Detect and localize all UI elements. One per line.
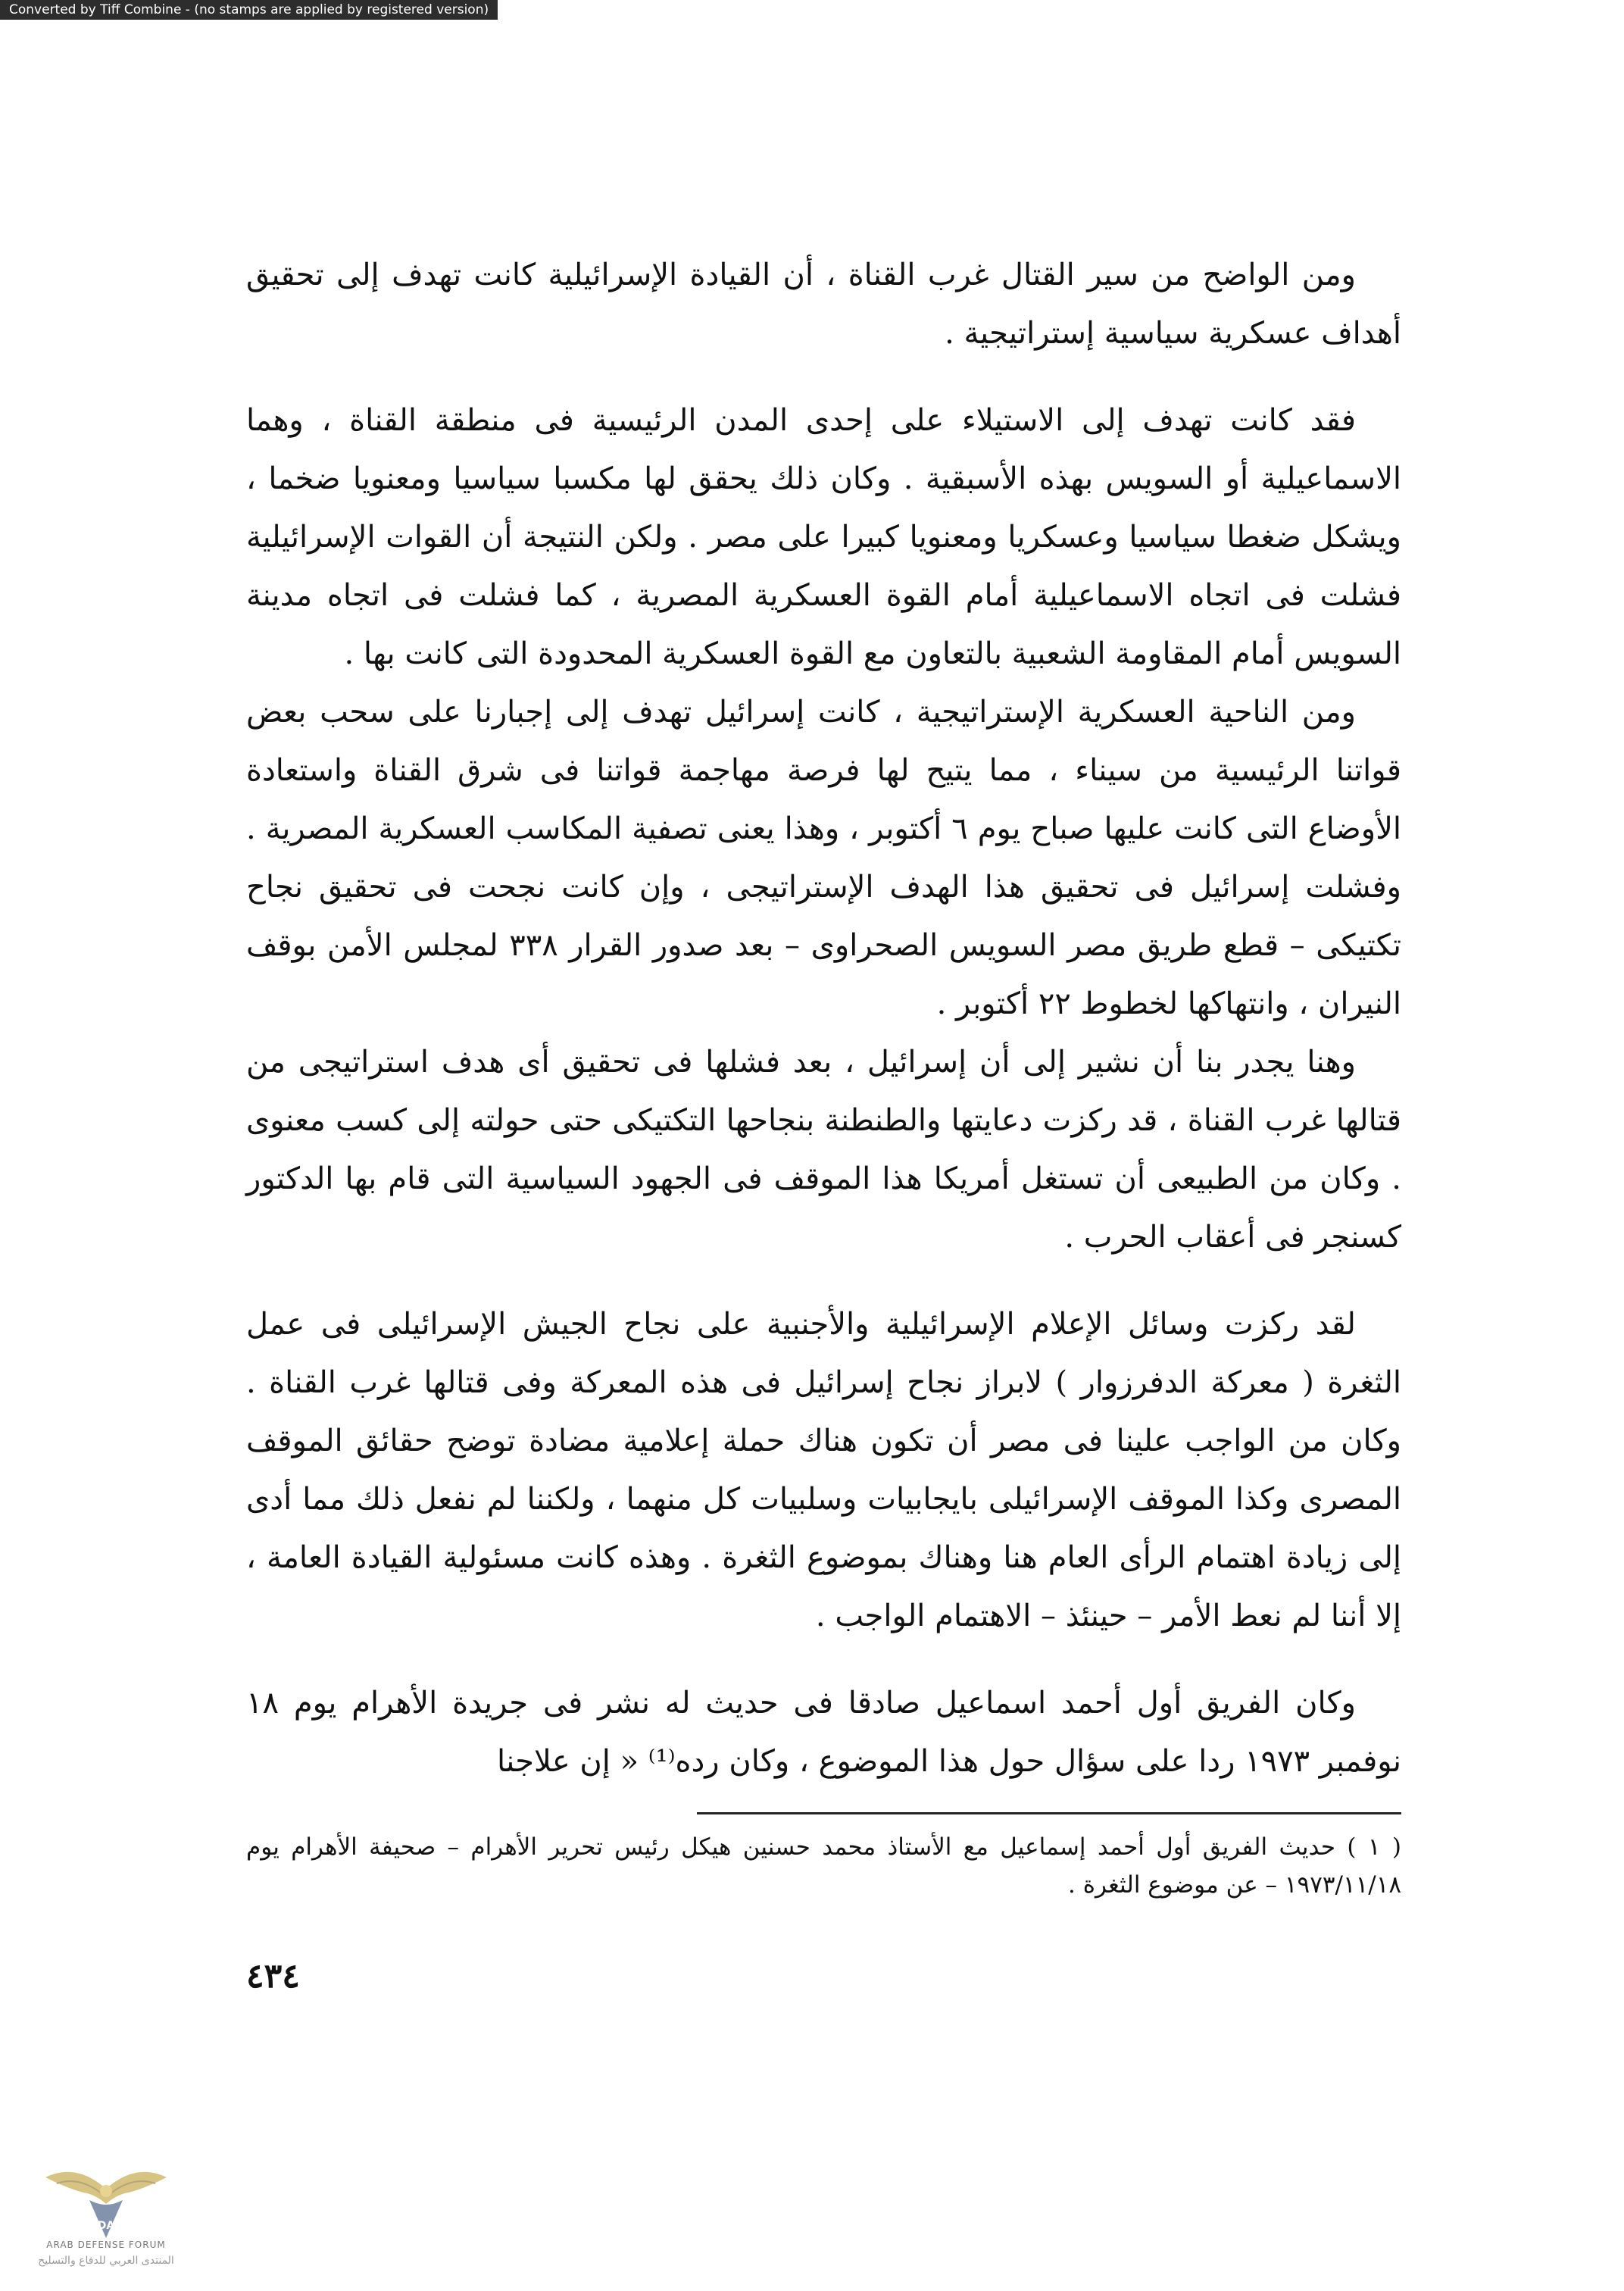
- paragraph-6: وكان الفريق أول أحمد اسماعيل صادقا فى حديث له نشر فى جريدة الأهرام يوم ١٨ نوفمبر ١٩٧٣ ردا على سؤال حول هذا الموضوع ، وكان رده⁽¹⁾ « إن علاجنا: [246, 1686, 1401, 1779]
- arab-defense-forum-logo: [30, 2147, 182, 2276]
- page-number: ٤٣٤: [246, 1957, 300, 1996]
- paragraph-4: وهنا يجدر بنا أن نشير إلى أن إسرائيل ، بعد فشلها فى تحقيق أى هدف استراتيجى من قتالها غرب القناة ، قد ركزت دعايتها والطنطنة بنجاحها التكتيكى حتى حولته إلى كسب معنوى . وكان من الطبيعى أن تستغل أمريكا هذا الموقف فى الجهود السياسية التى قام بها الدكتور كسنجر فى أعقاب الحرب .: [246, 1045, 1401, 1255]
- footnote: ( ١ ) حديث الفريق أول أحمد إسماعيل مع الأستاذ محمد حسنين هيكل رئيس تحرير الأهرام – صحيفة الأهرام يوم ١٩٧٣/١١/١٨ – عن موضوع الثغرة .: [246, 1833, 1401, 1899]
- paragraph-2: فقد كانت تهدف إلى الاستيلاء على إحدى المدن الرئيسية فى منطقة القناة ، وهما الاسماعيلية أو السويس بهذه الأسبقية . وكان ذلك يحقق لها مكسبا سياسيا ومعنويا ضخما ، ويشكل ضغطا سياسيا وعسكريا ومعنويا كبيرا على مصر . ولكن النتيجة أن القوات الإسرائيلية فشلت فى اتجاه الاسماعيلية أمام القوة العسكرية المصرية ، كما فشلت فى اتجاه مدينة السويس أمام المقاومة الشعبية بالتعاون مع القوة العسكرية المحدودة التى كانت بها .: [246, 403, 1401, 671]
- logo-text-arabic: المنتدى العربي للدفاع والتسليح: [38, 2255, 174, 2267]
- paragraph-1: ومن الواضح من سير القتال غرب القناة ، أن القيادة الإسرائيلية كانت تهدف إلى تحقيق أهداف عسكرية سياسية إستراتيجية .: [246, 258, 1401, 351]
- converter-banner: Converted by Tiff Combine - (no stamps are applied by registered version): [0, 0, 498, 20]
- logo-text-english: ARAB DEFENSE FORUM: [46, 2239, 166, 2250]
- svg-text:DA: DA: [97, 2220, 115, 2232]
- paragraph-5: لقد ركزت وسائل الإعلام الإسرائيلية والأجنبية على نجاح الجيش الإسرائيلى فى عمل الثغرة ( معركة الدفرزوار ) لابراز نجاح إسرائيل فى هذه المعركة وفى قتالها غرب القناة . وكان من الواجب علينا فى مصر أن تكون هناك حملة إعلامية مضادة توضح حقائق الموقف المصرى وكذا الموقف الإسرائيلى بايجابيات وسلبيات كل منهما ، ولكننا لم نفعل ذلك مما أدى إلى زيادة اهتمام الرأى العام هنا وهناك بموضوع الثغرة . وهذه كانت مسئولية القيادة العامة ، إلا أننا لم نعط الأمر – حينئذ – الاهتمام الواجب .: [246, 1307, 1401, 1633]
- paragraph-3: ومن الناحية العسكرية الإستراتيجية ، كانت إسرائيل تهدف إلى إجبارنا على سحب بعض قواتنا الرئيسية من سيناء ، مما يتيح لها فرصة مهاجمة قواتنا فى شرق القناة واستعادة الأوضاع التى كانت عليها صباح يوم ٦ أكتوبر ، وهذا يعنى تصفية المكاسب العسكرية المصرية . وفشلت إسرائيل فى تحقيق هذا الهدف الإستراتيجى ، وإن كانت نجحت فى تحقيق نجاح تكتيكى – قطع طريق مصر السويس الصحراوى – بعد صدور القرار ٣٣٨ لمجلس الأمن بوقف النيران ، وانتهاكها لخطوط ٢٢ أكتوبر .: [246, 695, 1401, 1021]
- footnote-separator: [697, 1812, 1401, 1814]
- page-content: [246, 246, 1401, 1996]
